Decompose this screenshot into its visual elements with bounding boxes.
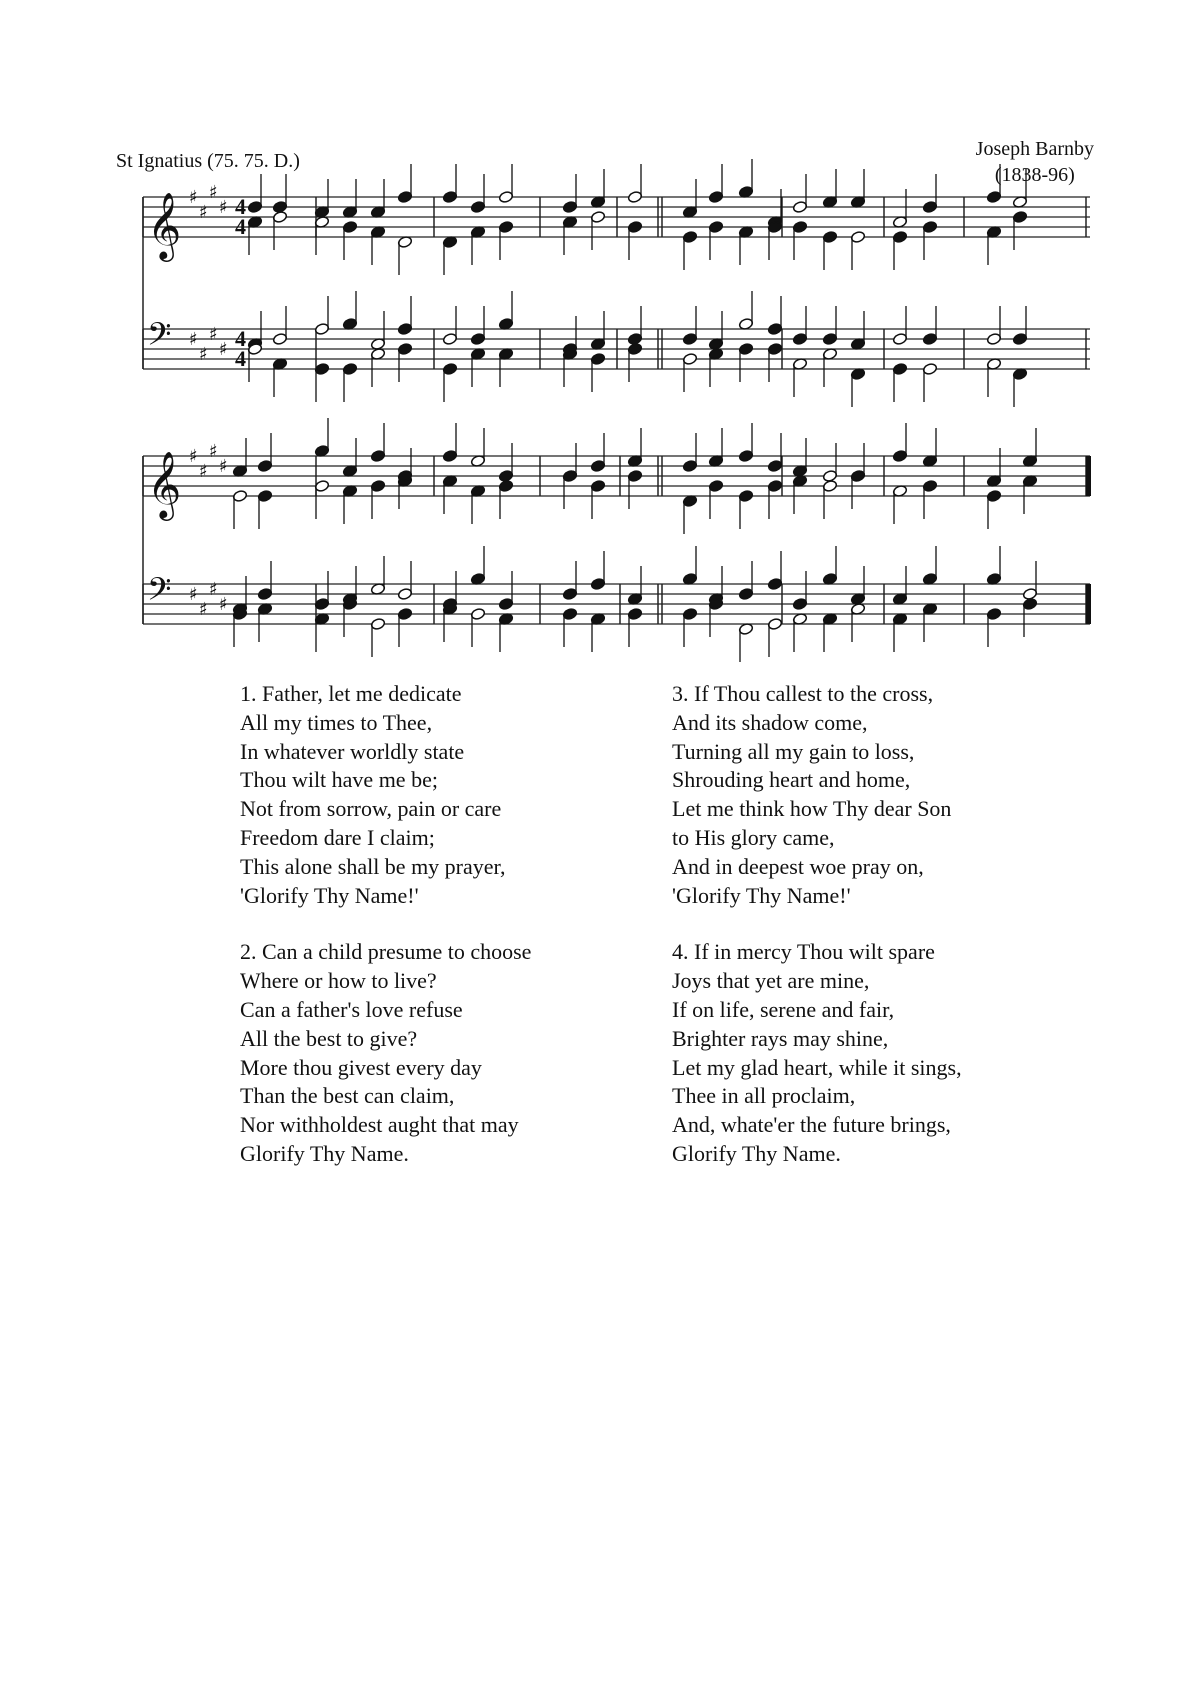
sharp-icon: ♯ <box>209 324 218 345</box>
verse-line: This alone shall be my prayer, <box>240 853 506 879</box>
time-signature-denominator: 4 <box>235 346 246 371</box>
verse-line: 'Glorify Thy Name!' <box>240 882 419 908</box>
tune-name: St Ignatius (75. 75. D.) <box>116 150 300 172</box>
final-barline <box>1086 456 1091 496</box>
bass-clef-icon: 𝄢 <box>147 316 172 360</box>
sharp-icon: ♯ <box>219 197 228 218</box>
time-signature-numerator: 4 <box>235 326 246 351</box>
time-signature-denominator: 4 <box>235 214 246 239</box>
sharp-icon: ♯ <box>209 441 218 462</box>
verse-line: Where or how to live? <box>240 968 437 994</box>
verse-line: Shrouding heart and home, <box>672 767 911 793</box>
verse-line: And, whate'er the future brings, <box>672 1112 951 1138</box>
verse-line: And in deepest woe pray on, <box>672 853 924 879</box>
sharp-icon: ♯ <box>219 456 228 477</box>
verse-line: Can a father's love refuse <box>240 996 463 1022</box>
verse-column-left <box>240 680 640 1197</box>
verse-line: Let my glad heart, while it sings, <box>672 1054 962 1080</box>
verse-3 <box>672 680 1072 910</box>
verse-line: Thee in all proclaim, <box>672 1083 856 1109</box>
time-signature-numerator: 4 <box>235 194 246 219</box>
sharp-icon: ♯ <box>189 329 198 350</box>
verse-column-right <box>672 680 1072 1197</box>
verse-line: In whatever worldly state <box>240 738 465 764</box>
sharp-icon: ♯ <box>199 344 208 365</box>
composer-name: Joseph Barnby <box>975 138 1094 160</box>
verse-line: More thou givest every day <box>240 1054 482 1080</box>
verse-line: Brighter rays may shine, <box>672 1025 889 1051</box>
verse-line: Glorify Thy Name. <box>240 1140 409 1166</box>
sharp-icon: ♯ <box>199 202 208 223</box>
sharp-icon: ♯ <box>219 339 228 360</box>
verse-line: All my times to Thee, <box>240 709 433 735</box>
sharp-icon: ♯ <box>199 461 208 482</box>
verse-2 <box>240 938 640 1168</box>
verse-line: And its shadow come, <box>672 709 868 735</box>
sharp-icon: ♯ <box>219 594 228 615</box>
verse-line: 'Glorify Thy Name!' <box>672 882 851 908</box>
sharp-icon: ♯ <box>209 579 218 600</box>
verse-line: Thou wilt have me be; <box>240 767 438 793</box>
sharp-icon: ♯ <box>189 446 198 467</box>
treble-clef-icon: 𝄞 <box>147 191 182 259</box>
verse-line: 4. If in mercy Thou wilt spare <box>672 939 935 965</box>
final-barline <box>1086 584 1091 624</box>
bass-clef-icon: 𝄢 <box>147 571 172 615</box>
verse-4 <box>672 938 1072 1168</box>
verse-line: 3. If Thou callest to the cross, <box>672 681 934 706</box>
verse-line: Joys that yet are mine, <box>672 968 870 994</box>
verse-line: Not from sorrow, pain or care <box>240 796 502 822</box>
sharp-icon: ♯ <box>189 584 198 605</box>
verse-line: to His glory came, <box>672 824 835 850</box>
verse-line: If on life, serene and fair, <box>672 996 895 1022</box>
composer-dates: (1838-96) <box>994 164 1075 186</box>
verse-line: 1. Father, let me dedicate <box>240 681 462 706</box>
treble-clef-icon: 𝄞 <box>147 450 182 518</box>
sharp-icon: ♯ <box>199 599 208 620</box>
sharp-icon: ♯ <box>209 182 218 203</box>
verse-line: Let me think how Thy dear Son <box>672 796 952 822</box>
verse-line: 2. Can a child presume to choose <box>240 939 532 965</box>
verse-line: Freedom dare I claim; <box>240 824 435 850</box>
verse-line: All the best to give? <box>240 1025 418 1051</box>
verse-line: Glorify Thy Name. <box>672 1140 841 1166</box>
music-score <box>0 0 1200 700</box>
verse-line: Than the best can claim, <box>240 1083 455 1109</box>
verse-line: Nor withholdest aught that may <box>240 1112 519 1138</box>
sharp-icon: ♯ <box>189 187 198 208</box>
verse-line: Turning all my gain to loss, <box>672 738 915 764</box>
verse-1 <box>240 680 640 910</box>
